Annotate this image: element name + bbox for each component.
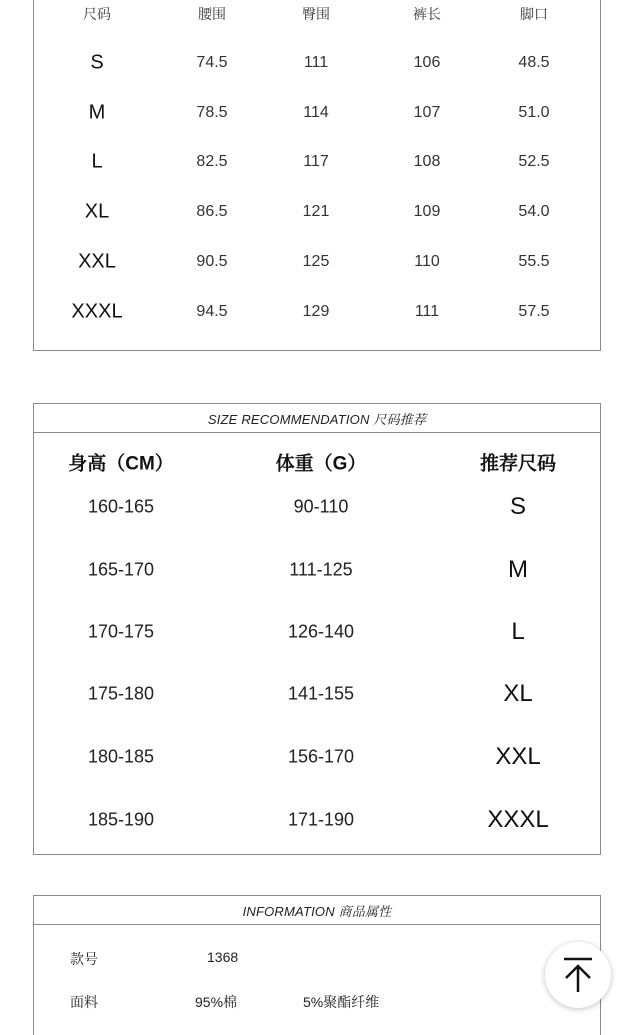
- size-chart-value-cell: 114: [303, 104, 329, 121]
- size-chart-header: 臀围: [302, 6, 330, 22]
- weight-range-cell: 90-110: [293, 496, 349, 517]
- height-range-cell: 160-165: [87, 496, 155, 517]
- size-chart-header: 脚口: [520, 6, 548, 22]
- recommended-size-cell: M: [508, 556, 528, 583]
- weight-range-cell: 156-170: [287, 746, 355, 767]
- fabric-value-cotton: 95%棉: [195, 994, 238, 1010]
- size-chart-header: 腰围: [198, 6, 226, 22]
- size-chart-value-cell: 117: [303, 153, 329, 170]
- size-chart-value-cell: 48.5: [518, 54, 550, 71]
- size-chart-size-cell: M: [88, 101, 106, 124]
- size-chart-size-cell: XXXL: [71, 300, 123, 323]
- recommended-size-cell: XL: [503, 680, 533, 707]
- size-chart-value-cell: 111: [303, 54, 329, 71]
- weight-range-cell: 126-140: [287, 621, 355, 642]
- size-chart-value-cell: 94.5: [196, 303, 228, 320]
- weight-range-cell: 111-125: [289, 559, 353, 580]
- size-chart-value-cell: 121: [302, 203, 330, 220]
- height-range-cell: 165-170: [87, 559, 155, 580]
- size-chart-size-cell: L: [91, 150, 103, 173]
- size-chart-size-cell: XL: [84, 200, 110, 223]
- size-chart-size-cell: XXL: [78, 250, 116, 273]
- recommendation-header: 推荐尺码: [479, 453, 557, 475]
- size-chart-table: [33, 0, 601, 351]
- size-chart-value-cell: 52.5: [518, 153, 550, 170]
- information-title: INFORMATION 商品属性: [34, 896, 600, 925]
- fabric-value-polyester: 5%聚酯纤维: [303, 994, 380, 1010]
- recommended-size-cell: XXL: [495, 743, 541, 770]
- size-chart-value-cell: 108: [413, 153, 441, 170]
- height-range-cell: 170-175: [87, 621, 155, 642]
- size-chart-value-cell: 55.5: [518, 253, 550, 270]
- arrow-up-to-top-icon: [561, 956, 595, 994]
- recommended-size-cell: L: [511, 618, 525, 645]
- style-number-value: 1368: [207, 949, 239, 965]
- height-range-cell: 180-185: [87, 746, 155, 767]
- size-chart-header: 裤长: [413, 6, 441, 22]
- recommended-size-cell: XXXL: [487, 806, 549, 833]
- style-number-label: 款号: [70, 951, 98, 967]
- scroll-to-top-button[interactable]: [545, 942, 611, 1008]
- product-information-table: [33, 895, 601, 1035]
- size-chart-value-cell: 109: [413, 203, 441, 220]
- size-chart-value-cell: 74.5: [196, 54, 228, 71]
- size-chart-value-cell: 82.5: [196, 153, 228, 170]
- size-chart-value-cell: 78.5: [196, 104, 228, 121]
- size-chart-value-cell: 110: [414, 253, 440, 270]
- size-chart-value-cell: 90.5: [196, 253, 228, 270]
- size-chart-value-cell: 106: [413, 54, 441, 71]
- height-range-cell: 185-190: [87, 809, 155, 830]
- size-chart-value-cell: 54.0: [518, 203, 550, 220]
- size-chart-header: 尺码: [83, 6, 111, 22]
- recommendation-header: 体重（G）: [275, 453, 367, 475]
- size-recommendation-title: SIZE RECOMMENDATION 尺码推荐: [34, 404, 600, 433]
- size-chart-value-cell: 129: [302, 303, 330, 320]
- size-chart-size-cell: S: [90, 51, 104, 74]
- recommended-size-cell: S: [509, 493, 527, 520]
- size-chart-value-cell: 57.5: [518, 303, 550, 320]
- size-chart-value-cell: 107: [413, 104, 441, 121]
- size-chart-value-cell: 111: [414, 303, 440, 320]
- recommendation-header: 身高（CM）: [68, 453, 174, 475]
- height-range-cell: 175-180: [87, 683, 155, 704]
- fabric-label: 面料: [70, 994, 98, 1010]
- weight-range-cell: 171-190: [287, 809, 355, 830]
- size-chart-value-cell: 86.5: [196, 203, 228, 220]
- size-chart-value-cell: 51.0: [518, 104, 550, 121]
- weight-range-cell: 141-155: [287, 683, 355, 704]
- size-chart-value-cell: 125: [302, 253, 330, 270]
